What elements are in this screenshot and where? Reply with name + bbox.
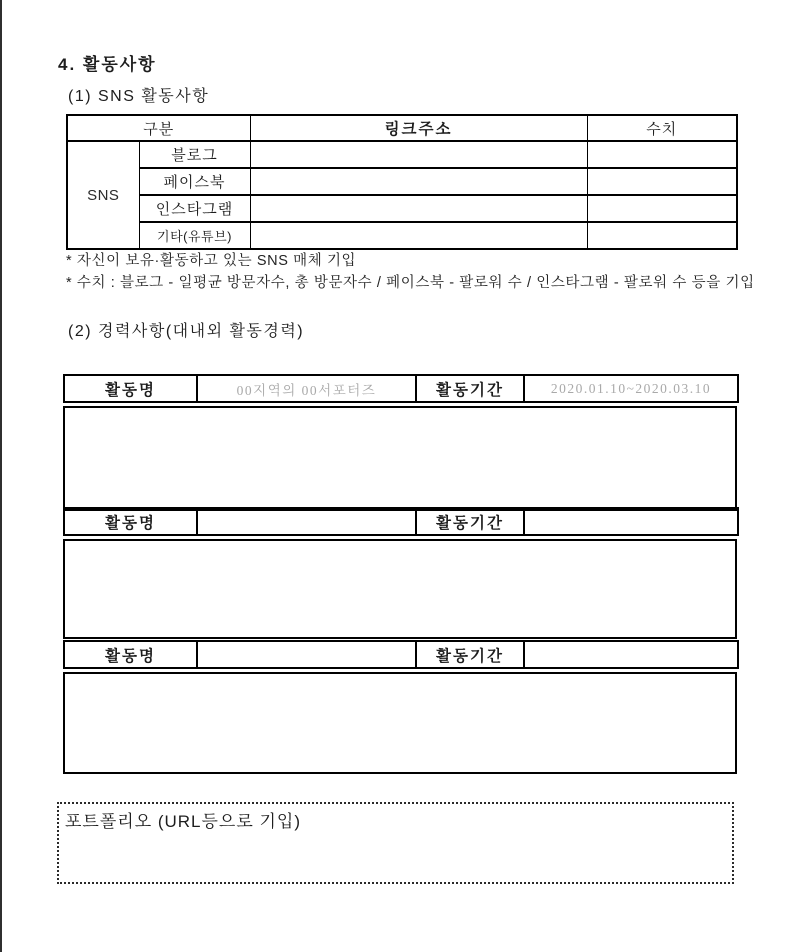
activity-period-value [524,641,738,668]
sns-row-label-other: 기타(유튜브) [139,222,250,249]
section-title: 4. 활동사항 [58,55,157,74]
activity-detail-area [63,406,737,511]
career-block-1 [63,374,737,511]
activity-name-value [197,508,416,535]
sns-row-label-facebook: 페이스북 [139,168,250,195]
sns-header-value: 수치 [587,115,737,141]
activity-name-value: 00지역의 00서포터즈 [197,375,416,402]
sns-blog-link-cell [250,141,587,168]
scan-edge-artifact [0,0,2,952]
sns-row-label-instagram: 인스타그램 [139,195,250,222]
activity-detail-area [63,539,737,639]
sns-facebook-link-cell [250,168,587,195]
sns-other-link-cell [250,222,587,249]
table-row [67,222,737,249]
career-header-table [63,374,739,403]
sns-header-link: 링크주소 [250,115,587,141]
career-header-table [63,507,739,536]
sns-instagram-link-cell [250,195,587,222]
sns-header-category: 구분 [67,115,250,141]
activity-name-label: 활동명 [64,641,197,668]
activity-detail-area [63,672,737,774]
activity-period-value: 2020.01.10~2020.03.10 [524,375,738,402]
activity-period-label: 활동기간 [416,508,524,535]
sns-facebook-value-cell [587,168,737,195]
sns-row-label-blog: 블로그 [139,141,250,168]
sns-instagram-value-cell [587,195,737,222]
activity-period-label: 활동기간 [416,641,524,668]
career-block-2 [63,507,737,639]
career-block-3 [63,640,737,774]
activity-name-label: 활동명 [64,508,197,535]
sns-note-metric: * 수치 : 블로그 - 일평균 방문자수, 총 방문자수 / 페이스북 - 팔로워 수 / 인스타그램 - 팔로워 수 등을 기입 [66,275,755,291]
sns-table [66,114,738,250]
sns-other-value-cell [587,222,737,249]
sns-blog-value-cell [587,141,737,168]
table-row [67,168,737,195]
sns-note-media: * 자신이 보유·활동하고 있는 SNS 매체 기입 [66,253,357,269]
sns-subtitle: (1) SNS 활동사항 [68,88,210,105]
activity-name-label: 활동명 [64,375,197,402]
career-subtitle: (2) 경력사항(대내외 활동경력) [68,323,305,340]
activity-period-label: 활동기간 [416,375,524,402]
portfolio-label: 포트폴리오 (URL등으로 기입) [65,812,301,831]
portfolio-box [57,802,734,884]
table-row [67,195,737,222]
activity-period-value [524,508,738,535]
career-header-table [63,640,739,669]
activity-name-value [197,641,416,668]
sns-group-label: SNS [67,141,139,249]
table-row [67,141,737,168]
